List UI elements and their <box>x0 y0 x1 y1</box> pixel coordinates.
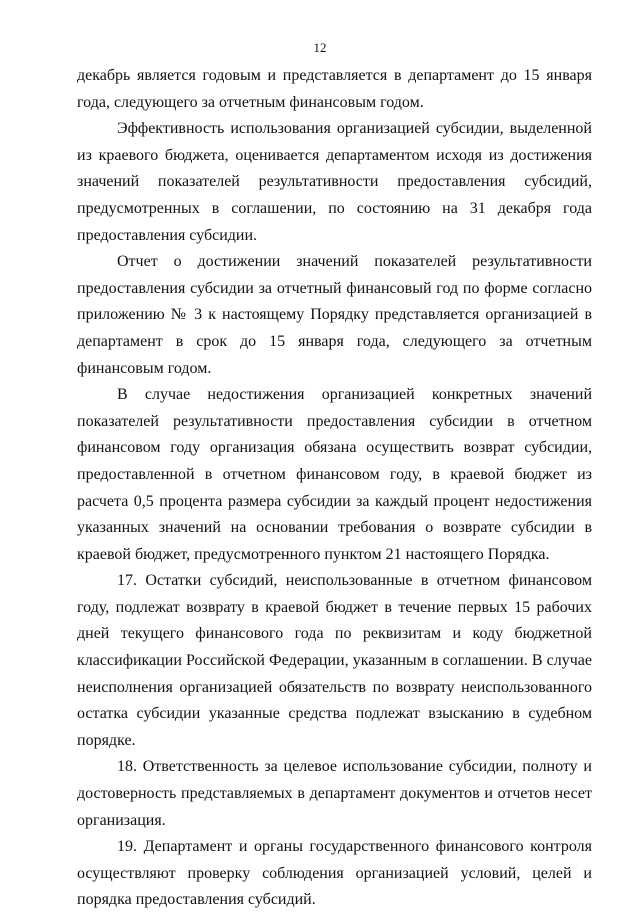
document-body <box>77 63 592 914</box>
paragraph-item-19: 19. Департамент и органы государственного финансового контроля осуществляют проверку соблюдения организацией условий, целей и порядка предоставления субсидий. <box>77 838 592 909</box>
paragraph-continuation: декабрь является годовым и представляется в департамент до 15 января года, следующего за отчетным финансовым годом. <box>77 67 592 111</box>
paragraph-report-submission: Отчет о достижении значений показателей результативности предоставления субсидии за отчетный финансовый год по форме согласно приложению № 3 к настоящему Порядку представляется организацией в департамент в срок до 15 января года, следующего за отчетным финансовым годом. <box>77 253 592 377</box>
paragraph-non-achievement-refund: В случае недостижения организацией конкретных значений показателей результативности предоставления субсидии в отчетном финансовом году организация обязана осуществить возврат субсидии, предоставленной в отчетном финансовом году, в краевой бюджет из расчета 0,5 процента размера субсидии за каждый процент недостижения указанных значений на основании требования о возврате субсидии в краевой бюджет, предусмотренного пунктом 21 настоящего Порядка. <box>77 386 592 563</box>
paragraph-item-17: 17. Остатки субсидий, неиспользованные в отчетном финансовом году, подлежат возврату в краевой бюджет в течение первых 15 рабочих дней текущего финансового года по реквизитам и коду бюджетной классификации Российской Федерации, указанным в соглашении. В случае неисполнения организацией обязательств по возврату неиспользованного остатка субсидии указанные средства подлежат взысканию в судебном порядке. <box>77 572 592 749</box>
page-number: 12 <box>313 40 327 55</box>
paragraph-efficiency-assessment: Эффективность использования организацией субсидии, выделенной из краевого бюджета, оценивается департаментом исходя из достижения значений показателей результативности предоставления субсидий, предусмотренных в соглашении, по состоянию на 31 декабря года предоставления субсидии. <box>77 120 592 244</box>
paragraph-item-18: 18. Ответственность за целевое использование субсидии, полноту и достоверность представляемых в департамент документов и отчетов несет организация. <box>77 758 592 829</box>
